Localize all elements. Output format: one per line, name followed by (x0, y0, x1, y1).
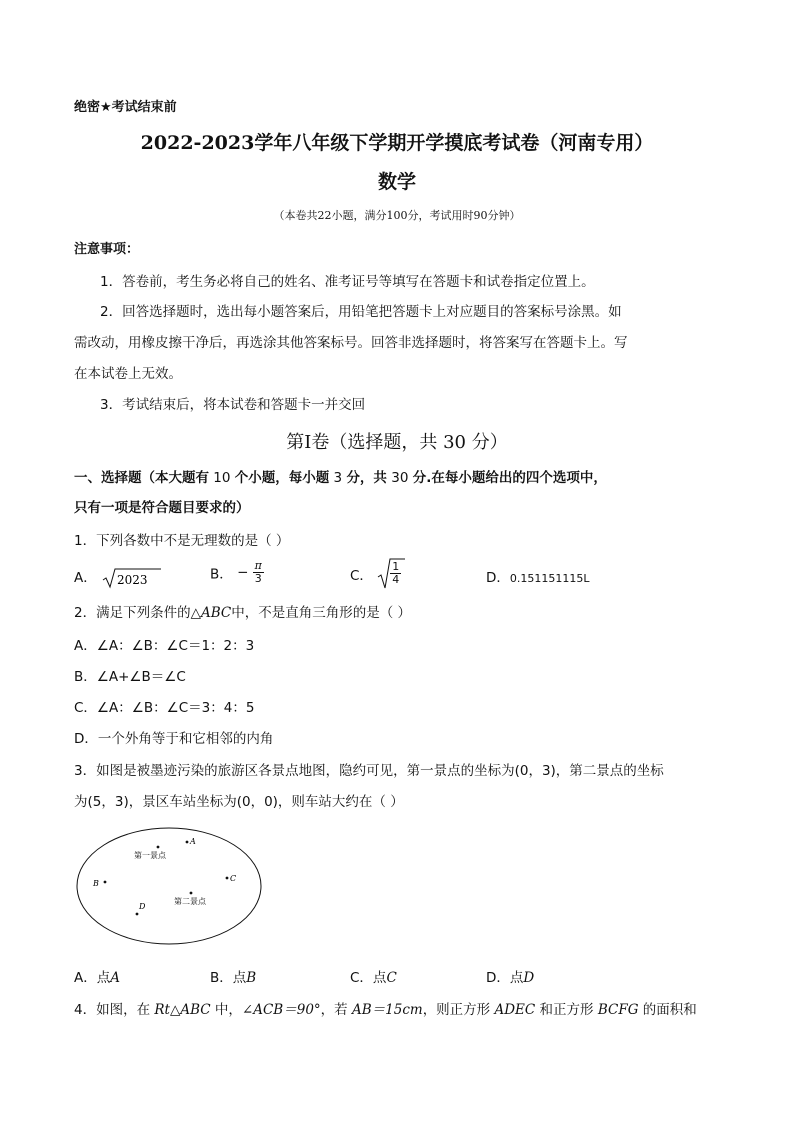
point-a-dot (186, 841, 189, 844)
map-svg (74, 825, 264, 947)
exam-title: 2022-2023学年八年级下学期开学摸底考试卷（河南专用） (140, 132, 654, 154)
question-1-option-d (486, 566, 590, 586)
question-4-stem (74, 998, 697, 1018)
option-c-text: C．点 (350, 970, 387, 986)
point-b-label: B (93, 879, 99, 888)
subject-title: 数学 (377, 171, 416, 193)
map-boundary-ellipse (77, 828, 261, 944)
point-d-label: D (139, 902, 146, 911)
confidential-label: 绝密★考试结束前 (74, 100, 177, 115)
q4-text-3: ，若 (320, 1002, 352, 1018)
option-d-point: D (523, 970, 535, 986)
option-d-text: D．点 (486, 970, 524, 986)
intro-bold-1: 本大题有 (155, 470, 209, 486)
section-title: 第Ⅰ卷（选择题，共 30 分） (286, 432, 508, 453)
section-intro-line-1 (74, 466, 607, 486)
option-b-point: B (246, 970, 257, 986)
radicand-2023: 2023 (117, 573, 148, 587)
notice-item-2-line-1: 2．回答选择题时，选出每小题答案后，用铅笔把答题卡上对应题目的答案标号涂黑。如 (100, 304, 622, 320)
notice-title: 注意事项： (74, 242, 140, 257)
fraction-denominator: 4 (392, 573, 400, 586)
notice-item-3: 3．考试结束后，将本试卷和答题卡一并交回 (100, 397, 366, 413)
point-c-label: C (230, 874, 237, 883)
intro-number-1: 10 (209, 470, 235, 486)
q4-text-4: ，则正方形 (422, 1002, 495, 1018)
q4-text-6: 的面积和 (638, 1002, 697, 1018)
point-d-dot (136, 913, 139, 916)
option-d-label: D． (486, 570, 510, 586)
intro-bold-3: 分，共 (346, 470, 387, 486)
intro-number-2: 3 (329, 470, 347, 486)
fraction-pi-over-3 (253, 560, 264, 585)
q4-text-1: 4．如图，在 (74, 1002, 155, 1018)
first-spot-label: 第一景点 (134, 851, 166, 860)
fraction-denominator: 3 (254, 572, 262, 585)
notice-item-2-line-3: 在本试卷上无效。 (74, 366, 182, 382)
notice-item-2-line-2: 需改动，用橡皮擦干净后，再选涂其他答案标号。回答非选择题时，将答案写在答题卡上。写 (74, 335, 628, 351)
question-3-option-c (350, 966, 397, 986)
exam-info: （本卷共22小题，满分100分，考试用时90分钟） (273, 209, 521, 222)
question-3-option-a (74, 966, 120, 986)
fraction-numerator: π (254, 559, 262, 572)
sqrt-2023 (101, 567, 161, 589)
q4-text-2: 中， (210, 1002, 242, 1018)
question-1-option-a (74, 566, 161, 589)
question-2-option-b: B．∠A+∠B＝∠C (74, 669, 186, 685)
option-b-text: B．点 (210, 970, 247, 986)
question-1-stem: 1．下列各数中不是无理数的是（ ） (74, 533, 290, 549)
option-a-point: A (110, 970, 120, 986)
question-2-option-a: A．∠A：∠B：∠C＝1：2：3 (74, 638, 255, 654)
q4-length: AB＝15cm (351, 1002, 423, 1018)
second-spot-dot (190, 892, 193, 895)
q4-square-2: BCFG (597, 1002, 639, 1018)
fraction-numerator: 1 (392, 560, 400, 573)
notice-item-1: 1．答卷前，考生务必将自己的姓名、准考证号等填写在答题卡和试卷指定位置上。 (100, 274, 595, 290)
q4-angle: ∠ACB＝90° (241, 1002, 321, 1018)
section-intro-line-2: 只有一项是符合题目要求的） (74, 500, 250, 516)
question-3-option-d (486, 966, 534, 986)
option-a-label: A． (74, 570, 97, 586)
option-a-text: A．点 (74, 970, 111, 986)
q4-square-1: ADEC (494, 1002, 536, 1018)
first-spot-dot (157, 846, 160, 849)
stem-suffix: 中，不是直角三角形的是（ ） (231, 605, 412, 621)
question-3-line-2: 为(5，3)，景区车站坐标为(0，0)，则车站大约在（ ） (74, 794, 404, 810)
option-b-label: B． (210, 566, 233, 583)
q4-text-5: 和正方形 (535, 1002, 598, 1018)
question-1-option-b (210, 560, 264, 585)
question-2-option-d: D．一个外角等于和它相邻的内角 (74, 731, 274, 747)
fraction-one-quarter (390, 561, 401, 586)
minus-sign: − (237, 564, 249, 581)
question-3-line-1: 3．如图是被墨迹污染的旅游区各景点地图，隐约可见，第一景点的坐标为(0，3)，第二景点的坐标 (74, 763, 664, 779)
q4-triangle: Rt△ABC (154, 1002, 211, 1018)
tourist-map-figure (74, 825, 264, 947)
option-c-point: C (386, 970, 397, 986)
triangle-name: ABC (200, 605, 232, 621)
question-2-stem (74, 601, 411, 621)
stem-prefix: 2．满足下列条件的△ (74, 605, 201, 621)
question-3-option-b (210, 966, 256, 986)
intro-bold-4: 分.在每小题给出的四个选项中， (412, 470, 607, 486)
sqrt-one-quarter (377, 558, 407, 590)
question-1-option-c (350, 558, 407, 590)
point-b-dot (104, 881, 107, 884)
second-spot-label: 第二景点 (174, 897, 206, 906)
option-d-value: 0.151151115L (509, 572, 590, 585)
radical-sign-icon (101, 567, 161, 589)
point-c-dot (226, 877, 229, 880)
intro-prefix: 一、选择题（ (74, 470, 155, 486)
intro-number-3: 30 (386, 470, 413, 486)
option-c-label: C． (350, 568, 373, 584)
intro-bold-2: 个小题，每小题 (234, 470, 330, 486)
question-2-option-c: C．∠A：∠B：∠C＝3：4：5 (74, 700, 255, 716)
point-a-label: A (190, 837, 196, 846)
